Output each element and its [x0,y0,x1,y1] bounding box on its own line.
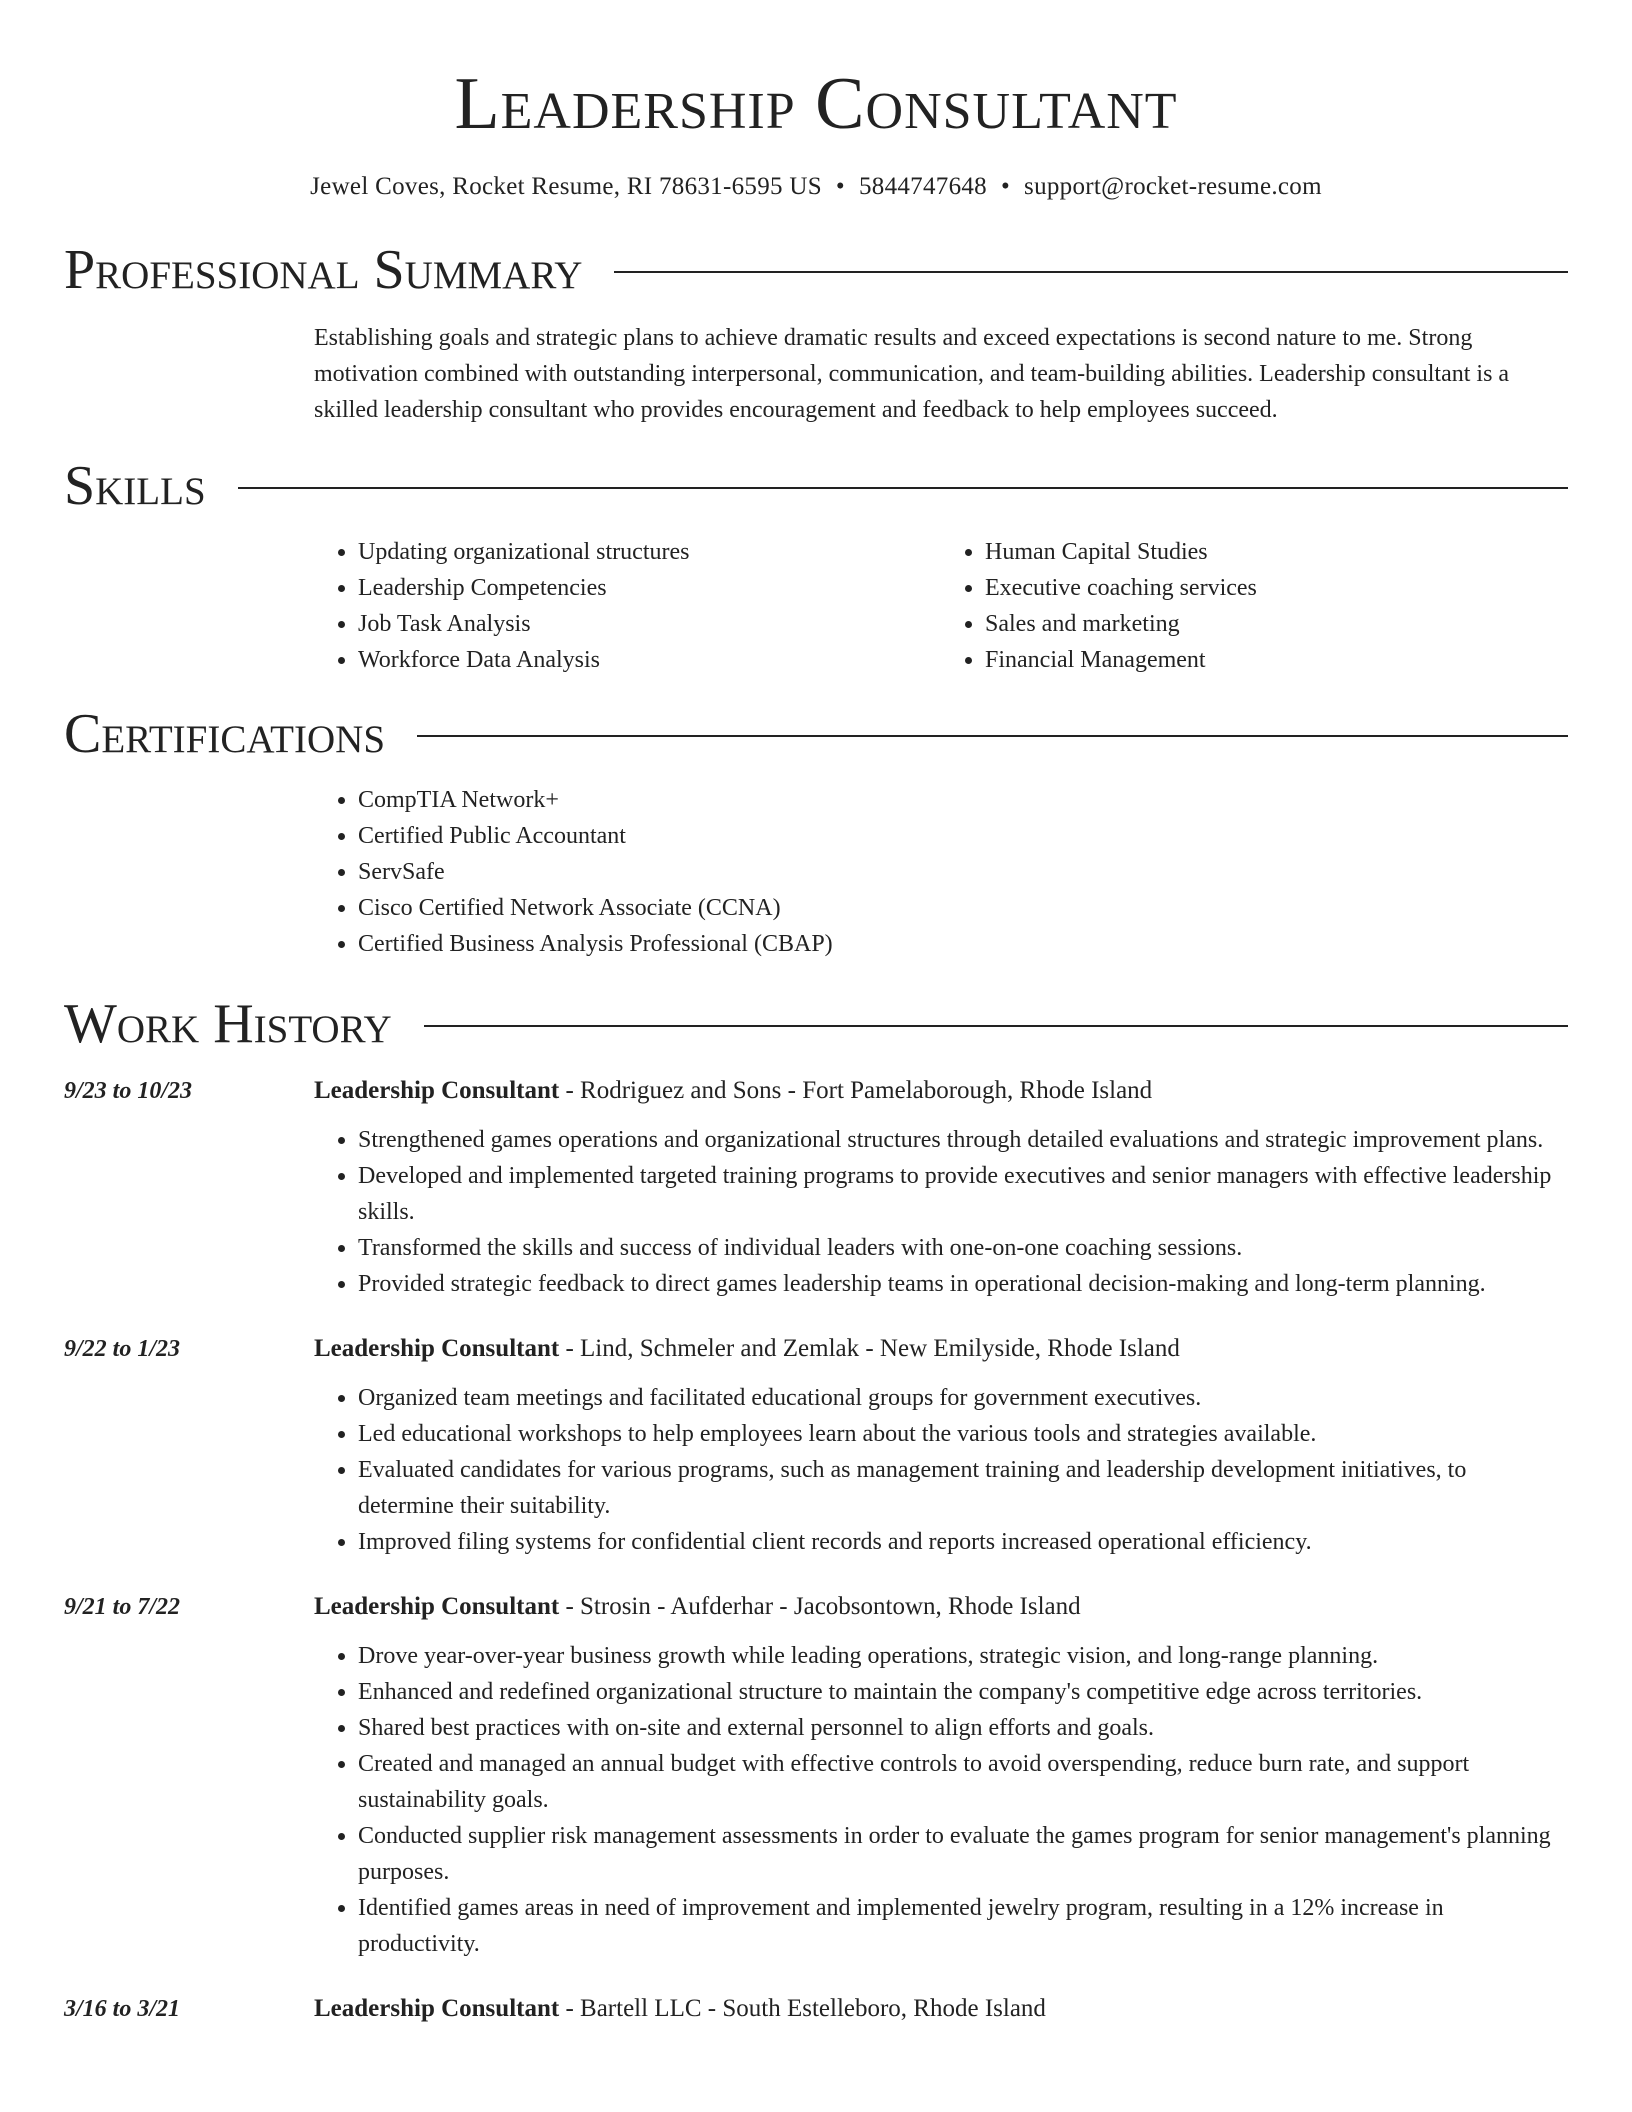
certification-item: • CompTIA Network+ [358,782,1568,818]
skill-item: • Workforce Data Analysis [358,642,941,678]
job-title: Leadership Consultant [314,1077,560,1104]
work-history-section-header [64,992,1568,1056]
job-employer: - Lind, Schmeler and Zemlak - New Emilyside, Rhode Island [559,1335,1180,1362]
job-bullet: • Identified games areas in need of improvement and implemented jewelry program, resulting in a 12% increase in productivity. [358,1890,1568,1962]
job-employer: - Rodriguez and Sons - Fort Pamelaborough, Rhode Island [559,1077,1153,1104]
job-title: Leadership Consultant [314,1995,560,2022]
job-bullet: • Evaluated candidates for various programs, such as management training and leadership development initiatives, to determine their suitability. [358,1452,1568,1524]
certifications-block [314,782,1568,962]
job-dates: 9/22 to 1/23 [64,1336,181,1362]
skills-heading: Skills [64,455,206,517]
job-bullet: • Strengthened games operations and organizational structures through detailed evaluations and strategic improvement plans. [358,1122,1568,1158]
job-body [314,1992,1568,2040]
job-bullet: • Organized team meetings and facilitated educational groups for government executives. [358,1380,1568,1416]
contact-email: support@rocket-resume.com [1024,173,1322,200]
certifications-list [314,782,1568,962]
skills-section-header [64,454,1568,518]
job-entry [64,1074,1568,1302]
job-employer: - Bartell LLC - South Estelleboro, Rhode Island [559,1995,1046,2022]
job-bullet: • Provided strategic feedback to direct games leadership teams in operational decision-making and long-term planning. [358,1266,1568,1302]
resume-name: Leadership Consultant [454,63,1178,145]
job-employer: - Strosin - Aufderhar - Jacobsontown, Rhode Island [559,1593,1081,1620]
section-divider [424,1025,1568,1027]
certification-item: • Certified Business Analysis Professional (CBAP) [358,926,1568,962]
job-bullet: • Led educational workshops to help employees learn about the various tools and strategies available. [358,1416,1568,1452]
skill-item: • Human Capital Studies [985,534,1568,570]
skill-item: • Financial Management [985,642,1568,678]
certification-item: • Cisco Certified Network Associate (CCNA) [358,890,1568,926]
job-body [314,1590,1568,1962]
job-dates: 3/16 to 3/21 [64,1996,181,2022]
contact-address: Jewel Coves, Rocket Resume, RI 78631-6595 US [310,173,822,200]
skills-left-list [314,534,941,678]
summary-heading: Professional Summary [64,239,583,301]
skills-right-list [941,534,1568,678]
resume-page [64,0,1568,2040]
job-body [314,1074,1568,1302]
skill-item: • Job Task Analysis [358,606,941,642]
job-entry [64,1590,1568,1962]
section-divider [417,735,1568,737]
job-body [314,1332,1568,1560]
contact-separator: • [1000,173,1011,200]
job-dates: 9/23 to 10/23 [64,1078,193,1104]
job-bullet: • Transformed the skills and success of individual leaders with one-on-one coaching sessions. [358,1230,1568,1266]
job-entry [64,1992,1568,2040]
certification-item: • Certified Public Accountant [358,818,1568,854]
job-bullet: • Shared best practices with on-site and external personnel to align efforts and goals. [358,1710,1568,1746]
job-title-line [314,1590,1568,1624]
job-title-line [314,1332,1568,1366]
job-bullets [314,1122,1568,1302]
skill-item: • Sales and marketing [985,606,1568,642]
section-divider [238,487,1568,489]
skills-block [314,534,1568,678]
job-entry [64,1332,1568,1560]
job-title: Leadership Consultant [314,1335,560,1362]
section-divider [614,271,1568,273]
contact-phone: 5844747648 [858,173,987,200]
summary-text: Establishing goals and strategic plans to achieve dramatic results and exceed expectations is second nature to me. Strong motivation combined with outstanding interpersonal, communication, and team-building abilities. Leadership consultant is a skilled leadership consultant who provides encouragement and feedback to help employees succeed. [314,325,1510,423]
job-bullet: • Developed and implemented targeted training programs to provide executives and senior managers with effective leadership skills. [358,1158,1568,1230]
job-bullets [314,1380,1568,1560]
skill-item: • Executive coaching services [985,570,1568,606]
job-title: Leadership Consultant [314,1593,560,1620]
work-history-heading: Work History [64,993,392,1055]
certifications-heading: Certifications [64,703,386,765]
summary-section-header [64,238,1568,302]
job-bullet: • Conducted supplier risk management assessments in order to evaluate the games program for senior management's planning purposes. [358,1818,1568,1890]
summary-block [314,320,1568,428]
certifications-section-header [64,702,1568,766]
skill-item: • Leadership Competencies [358,570,941,606]
job-bullets [314,1638,1568,1962]
job-title-line [314,1074,1568,1108]
job-bullet: • Improved filing systems for confidential client records and reports increased operational efficiency. [358,1524,1568,1560]
contact-separator: • [835,173,845,200]
job-bullet: • Enhanced and redefined organizational structure to maintain the company's competitive edge across territories. [358,1674,1568,1710]
job-title-line [314,1992,1568,2026]
certification-item: • ServSafe [358,854,1568,890]
skill-item: • Updating organizational structures [358,534,941,570]
job-dates: 9/21 to 7/22 [64,1594,181,1620]
contact-line [64,170,1568,204]
job-bullet: • Created and managed an annual budget with effective controls to avoid overspending, reduce burn rate, and support sustainability goals. [358,1746,1568,1818]
job-bullet: • Drove year-over-year business growth while leading operations, strategic vision, and long-range planning. [358,1638,1568,1674]
